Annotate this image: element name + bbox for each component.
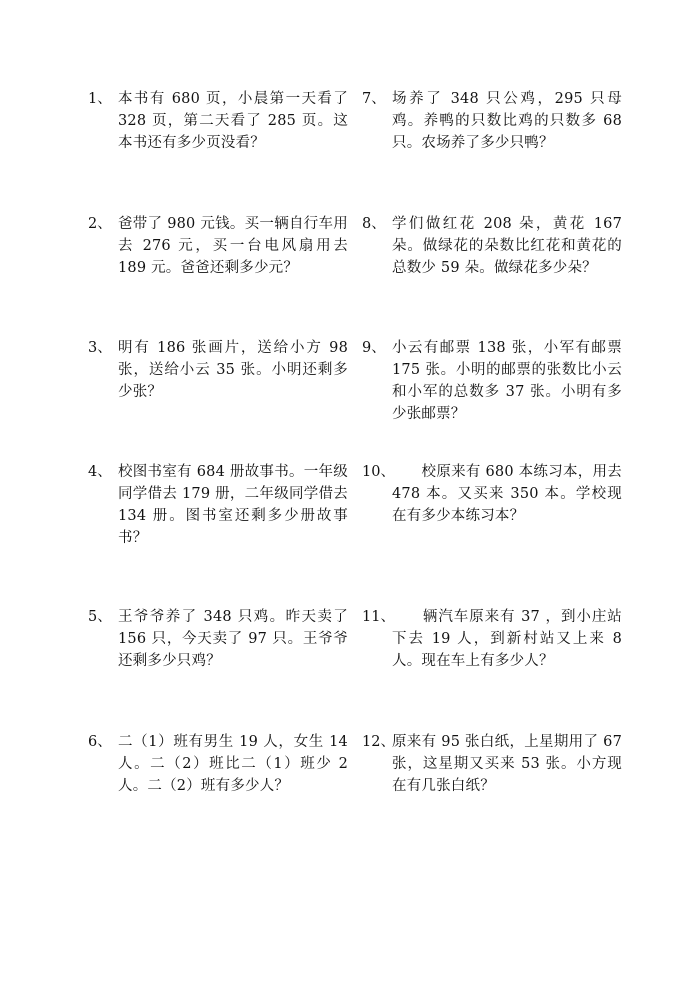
problem-text: 校图书室有 684 册故事书。一年级同学借去 179 册，二年级同学借去 134 册。图书室还剩多少册故事书？ [118,464,348,546]
problem-number: 10、 [362,464,395,480]
problem-number: 1、 [88,91,112,107]
problem-10 [362,461,622,527]
problem-number: 3、 [88,340,112,356]
problem-4 [88,461,348,549]
problem-3 [88,337,348,403]
problem-12 [362,731,622,797]
problem-text: 原来有 95 张白纸，上星期用了 67 张，这星期又买来 53 张。小方现在有几张白纸？ [392,734,622,794]
problem-text: 爸带了 980 元钱。买一辆自行车用去 276 元，买一台电风扇用去 189 元。爸爸还剩多少元？ [118,216,348,276]
problem-number: 5、 [88,609,112,625]
problem-text: 学们做红花 208 朵，黄花 167 朵。做绿花的朵数比红花和黄花的总数少 59 朵。做绿花多少朵？ [392,216,622,276]
problem-number: 11、 [362,609,395,625]
problem-number: 2、 [88,216,112,232]
problem-number: 12、 [362,734,395,750]
problem-number: 6、 [88,734,112,750]
problem-9 [362,337,622,425]
problem-text: 辆汽车原来有 37 ，到小庄站下去 19 人，到新村站又上来 8 人。现在车上有多少人？ [392,609,622,669]
problem-number: 8、 [362,216,386,232]
problem-text: 明有 186 张画片，送给小方 98 张，送给小云 35 张。小明还剩多少张？ [118,340,348,400]
problem-6 [88,731,348,797]
problem-11 [362,606,622,672]
problem-8 [362,213,622,279]
problem-text: 本书有 680 页，小晨第一天看了 328 页，第二天看了 285 页。这本书还有多少页没看？ [118,91,348,151]
problem-text: 场养了 348 只公鸡，295 只母鸡。养鸭的只数比鸡的只数多 68 只。农场养了多少只鸭？ [392,91,622,151]
problem-7 [362,88,622,154]
problem-number: 7、 [362,91,386,107]
problem-text: 二（1）班有男生 19 人，女生 14 人。二（2）班比二（1）班少 2 人。二（2）班有多少人？ [118,734,348,794]
problem-text: 校原来有 680 本练习本，用去 478 本。又买来 350 本。学校现在有多少本练习本？ [392,464,622,524]
problem-number: 9、 [362,340,386,356]
problem-text: 小云有邮票 138 张，小军有邮票 175 张。小明的邮票的张数比小云和小军的总数多 37 张。小明有多少张邮票？ [392,340,622,422]
problem-5 [88,606,348,672]
problem-1 [88,88,348,154]
problem-number: 4、 [88,464,112,480]
problem-text: 王爷爷养了 348 只鸡。昨天卖了 156 只，今天卖了 97 只。王爷爷还剩多少只鸡？ [118,609,348,669]
problem-2 [88,213,348,279]
